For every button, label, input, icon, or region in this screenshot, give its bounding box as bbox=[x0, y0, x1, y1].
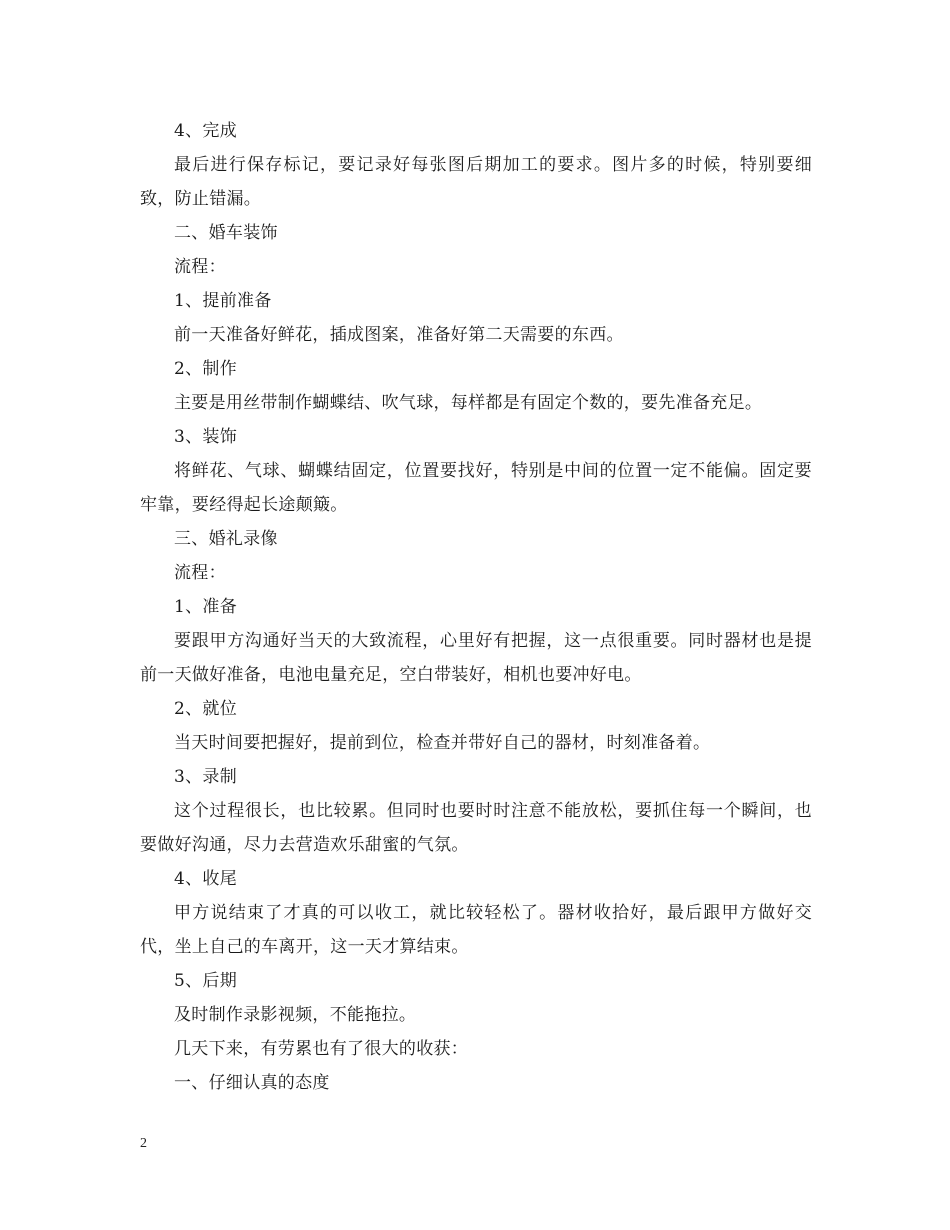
paragraph: 最后进行保存标记，要记录好每张图后期加工的要求。图片多的时候，特别要细致，防止错漏。 bbox=[140, 155, 812, 209]
paragraph: 二、婚车装饰 bbox=[174, 223, 278, 243]
paragraph: 要跟甲方沟通好当天的大致流程，心里好有把握，这一点很重要。同时器材也是提前一天做好准备，电池电量充足，空白带装好，相机也要冲好电。 bbox=[140, 631, 812, 685]
paragraph: 甲方说结束了才真的可以收工，就比较轻松了。器材收拾好，最后跟甲方做好交代，坐上自己的车离开，这一天才算结束。 bbox=[140, 903, 812, 957]
paragraph: 3、录制 bbox=[174, 767, 238, 787]
paragraph: 将鲜花、气球、蝴蝶结固定，位置要找好，特别是中间的位置一定不能偏。固定要牢靠，要经得起长途颠簸。 bbox=[140, 461, 812, 515]
paragraph: 前一天准备好鲜花，插成图案，准备好第二天需要的东西。 bbox=[174, 325, 624, 345]
paragraph: 主要是用丝带制作蝴蝶结、吹气球，每样都是有固定个数的，要先准备充足。 bbox=[174, 393, 763, 413]
paragraph: 4、收尾 bbox=[174, 869, 238, 889]
paragraph: 及时制作录影视频，不能拖拉。 bbox=[174, 1005, 417, 1025]
paragraph: 这个过程很长，也比较累。但同时也要时时注意不能放松，要抓住每一个瞬间，也要做好沟通，尽力去营造欢乐甜蜜的气氛。 bbox=[140, 801, 812, 855]
paragraph: 当天时间要把握好，提前到位，检查并带好自己的器材，时刻准备着。 bbox=[174, 733, 711, 753]
paragraph: 流程： bbox=[174, 257, 226, 277]
paragraph: 三、婚礼录像 bbox=[174, 529, 278, 549]
paragraph: 一、仔细认真的态度 bbox=[174, 1073, 330, 1093]
paragraph: 1、提前准备 bbox=[174, 291, 272, 311]
paragraph: 4、完成 bbox=[174, 121, 238, 141]
paragraph: 几天下来，有劳累也有了很大的收获： bbox=[174, 1039, 469, 1059]
page-number: 2 bbox=[140, 1136, 147, 1151]
paragraph: 1、准备 bbox=[174, 597, 238, 617]
paragraph: 5、后期 bbox=[174, 971, 238, 991]
paragraph: 2、就位 bbox=[174, 699, 238, 719]
paragraph: 2、制作 bbox=[174, 359, 238, 379]
paragraph: 3、装饰 bbox=[174, 427, 238, 447]
document-body bbox=[140, 114, 812, 1100]
paragraph: 流程： bbox=[174, 563, 226, 583]
